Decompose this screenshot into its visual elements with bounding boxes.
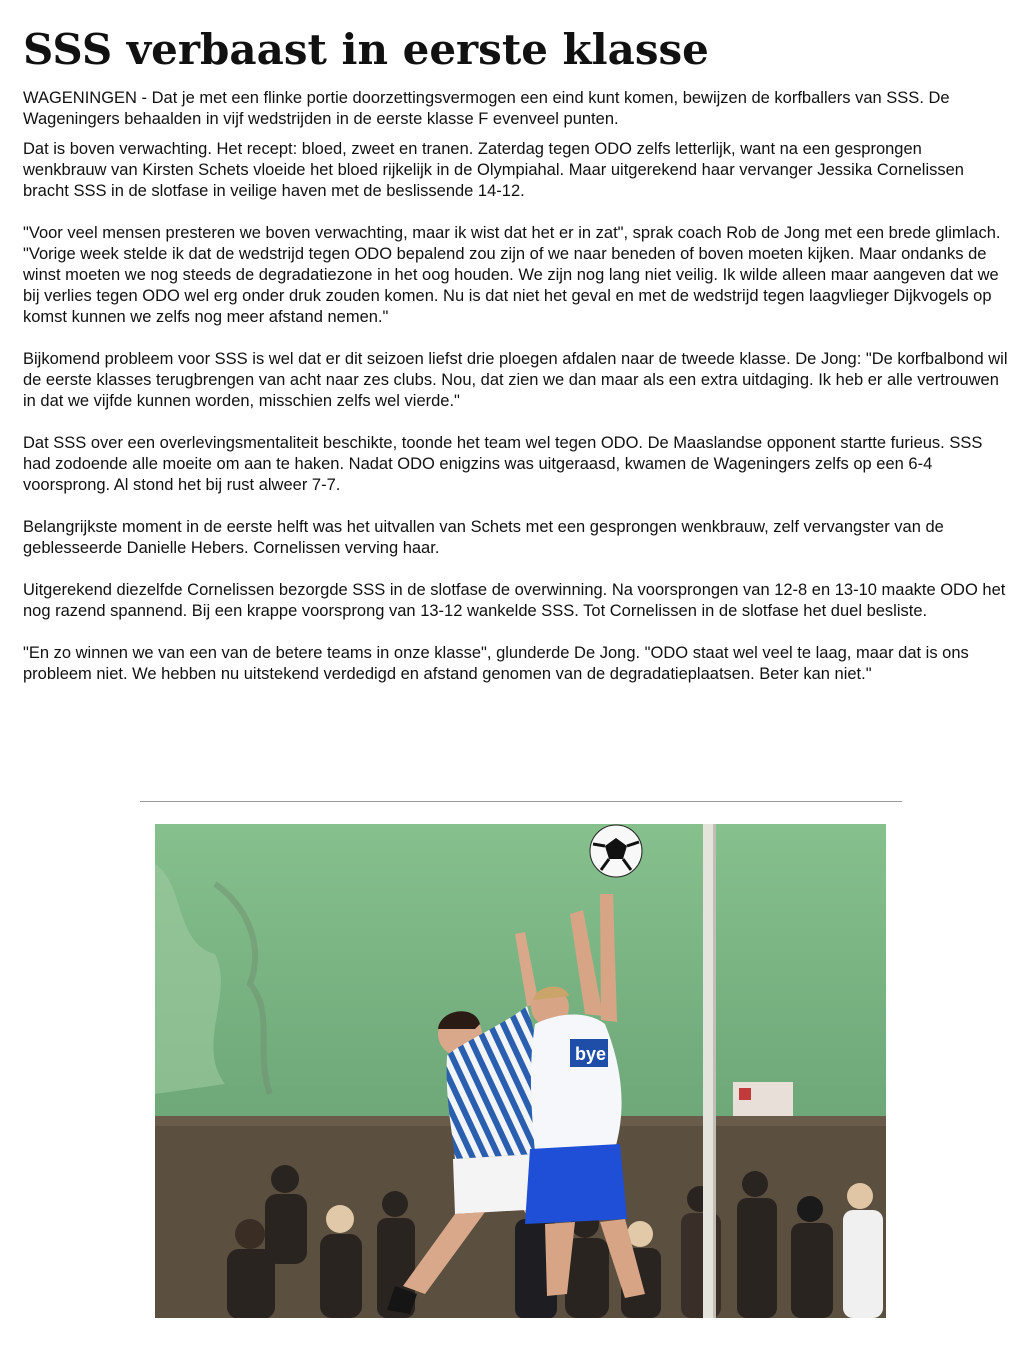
article-paragraph: Bijkomend probleem voor SSS is wel dat er dit seizoen liefst drie ploegen afdalen naar de tweede klasse. De Jong: "De korfbalbond wil de eerste klasses terugbrengen van acht naar zes clubs. Nou, dat zien we dan maar als een extra uitdaging. Ik heb er alle vertrouwen in dat we vijfde kunnen worden, misschien zelfs wel vierde." [23, 350, 1008, 410]
article-lead-paragraph: WAGENINGEN - Dat je met een flinke portie doorzettingsvermogen een eind kunt komen, bewijzen de korfballers van SSS. De Wageningers behaalden in vijf wedstrijden in de eerste klasse F evenveel punten. [23, 89, 950, 128]
jersey-sponsor-text: bye [575, 1044, 607, 1064]
match-photo [155, 824, 886, 1318]
article-paragraph: Belangrijkste moment in de eerste helft was het uitvallen van Schets met een gesprongen wenkbrauw, zelf vervangster van de geblesseerde Danielle Hebers. Cornelissen verving haar. [23, 518, 944, 557]
article-paragraph: Dat is boven verwachting. Het recept: bloed, zweet en tranen. Zaterdag tegen ODO zelfs letterlijk, want na een gesprongen wenkbrauw van Kirsten Schets vloeide het bloed rijkelijk in de Olympiahal. Maar uitgerekend haar vervanger Jessika Cornelissen bracht SSS in de slotfase in veilige haven met de beslissende 14-12. [23, 140, 964, 200]
article-paragraph: "En zo winnen we van een van de betere teams in onze klasse", glunderde De Jong. "ODO staat wel veel te laag, maar dat is ons probleem niet. We hebben nu uitstekend verdedigd en afstand genomen van de degradatieplaatsen. Beter kan niet." [23, 644, 969, 683]
article-paragraph: Uitgerekend diezelfde Cornelissen bezorgde SSS in de slotfase de overwinning. Na voorsprongen van 12-8 en 13-10 maakte ODO het nog razend spannend. Bij een krappe voorsprong van 13-12 wankelde SSS. Tot Cornelissen in de slotfase het duel besliste. [23, 581, 1006, 620]
ball [590, 825, 642, 877]
article-body [23, 88, 1008, 685]
article-headline: SSS verbaast in eerste klasse [23, 25, 709, 74]
section-divider [140, 801, 902, 802]
article-paragraph: Dat SSS over een overlevingsmentaliteit beschikte, toonde het team wel tegen ODO. De Maaslandse opponent startte furieus. SSS had zodoende alle moeite om aan te haken. Nadat ODO enigzins was uitgeraasd, kwamen de Wageningers zelfs op een 6-4 voorsprong. Al stond het bij rust alweer 7-7. [23, 434, 983, 494]
article-paragraph: "Voor veel mensen presteren we boven verwachting, maar ik wist dat het er in zat", sprak coach Rob de Jong met een brede glimlach. "Vorige week stelde ik dat de wedstrijd tegen ODO bepalend zou zijn of we naar beneden of boven moeten kijken. Maar ondanks de winst moeten we nog steeds de degradatiezone in het oog houden. We zijn nog lang niet veilig. Ik wilde alleen maar aangeven dat we bij verlies tegen ODO wel erg onder druk zouden komen. Nu is dat niet het geval en met de wedstrijd tegen laagvlieger Dijkvogels op komst kunnen we zelfs nog meer afstand nemen." [23, 224, 1001, 326]
match-photo-illustration [155, 824, 886, 1318]
